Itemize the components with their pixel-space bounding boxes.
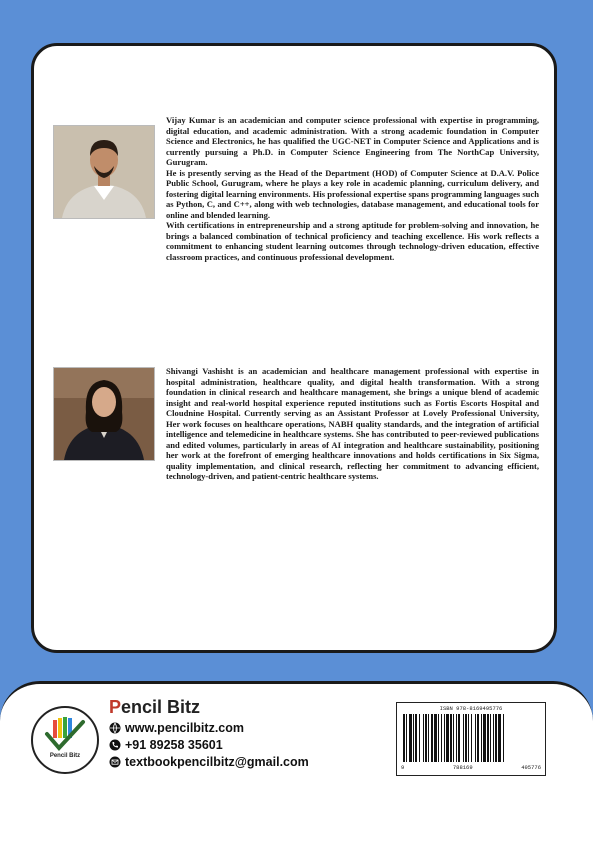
barcode-digit-group: 495776 [521, 764, 541, 771]
barcode-digit-group: 9 [401, 764, 405, 771]
barcode-bar [493, 714, 494, 762]
barcode-bar [490, 714, 491, 762]
globe-icon [109, 722, 121, 734]
barcode-bar [441, 714, 442, 762]
barcode-bar [477, 714, 479, 762]
portrait-man-icon [54, 126, 154, 218]
barcode-bar [475, 714, 476, 762]
barcode-digit-group: 788169 [452, 764, 473, 771]
bio-paragraph: With certifications in entrepreneurship and a strong aptitude for problem-solving and innovation, he brings a balanced combination of technical proficiency and teaching excellence. His work reflects a commitment to enhancing student learning outcomes through technology-driven education, effective classroom practices, and continuous professional development. [166, 220, 539, 262]
barcode-bar [434, 714, 437, 762]
barcode-bar [450, 714, 452, 762]
barcode-bar [431, 714, 433, 762]
barcode-bar [498, 714, 501, 762]
author-photo-shivangi [53, 367, 155, 461]
barcode-bar [415, 714, 417, 762]
barcode-bar [481, 714, 482, 762]
barcode-bar [453, 714, 454, 762]
barcode-bar [463, 714, 464, 762]
barcode-bar [413, 714, 414, 762]
barcode-bar [419, 714, 420, 762]
barcode-bars-icon [403, 714, 539, 762]
mail-icon [109, 756, 121, 768]
barcode-bar [468, 714, 469, 762]
publisher-logo [31, 706, 99, 774]
pencil-check-logo-icon [33, 712, 97, 756]
author-bio-vijay [166, 115, 539, 262]
barcode-bar [438, 714, 439, 762]
barcode-bar [446, 714, 449, 762]
phone-icon [109, 739, 121, 751]
publisher-footer [0, 681, 593, 841]
barcode-bar [428, 714, 429, 762]
isbn-label: ISBN 978-8169495776 [439, 705, 503, 712]
author-bio-shivangi [166, 366, 539, 482]
barcode-bar [503, 714, 504, 762]
publisher-name-rest: encil Bitz [121, 697, 201, 717]
barcode-bar [403, 714, 405, 762]
bio-paragraph: He is presently serving as the Head of the Department (HOD) of Computer Science at D.A.V. Police Public School, Gurugram, where he plays a key role in academic planning, curriculum delivery, and fostering digital learning environments. His professional expertise spans programming languages such as Python, C, and C++, along with web technologies, database management, and educational tools for online and blended learning. [166, 167, 539, 220]
bio-paragraph: Vijay Kumar is an academician and computer science professional with expertise in programming, digital education, and academic administration. With a strong academic foundation in Computer Science and Electronics, he has qualified the UGC-NET in Computer Science and Applications and is currently pursuing a Ph.D. in Computer Science Engineering from The NorthCap University, Gurugram. [166, 115, 539, 167]
publisher-email[interactable] [109, 755, 309, 769]
barcode-digits [401, 764, 541, 771]
logo-caption: Pencil Bitz [49, 753, 81, 759]
publisher-website[interactable] [109, 721, 244, 735]
barcode-bar [409, 714, 412, 762]
barcode-bar [425, 714, 427, 762]
barcode-bar [487, 714, 489, 762]
barcode-bar [444, 714, 445, 762]
barcode-bar [406, 714, 407, 762]
portrait-woman-icon [54, 368, 154, 460]
author-bio-card [31, 43, 557, 653]
barcode-bar [495, 714, 497, 762]
publisher-name [109, 697, 200, 718]
publisher-name-initial: P [109, 697, 122, 717]
barcode-bar [471, 714, 472, 762]
isbn-barcode [396, 702, 546, 776]
website-text[interactable]: www.pencilbitz.com [125, 721, 244, 735]
publisher-phone[interactable] [109, 738, 223, 752]
barcode-bar [465, 714, 467, 762]
barcode-bar [456, 714, 457, 762]
author-photo-vijay [53, 125, 155, 219]
email-text[interactable]: textbookpencilbitz@gmail.com [125, 755, 309, 769]
barcode-bar [458, 714, 460, 762]
barcode-bar [423, 714, 424, 762]
bio-paragraph: Shivangi Vashisht is an academician and healthcare management professional with expertise in hospital administration, healthcare quality, and digital health transformation. With a strong foundation in clinical research and healthcare management, she brings a unique blend of academic insight and real-world hospital experience reputed institutions such as Fortis Escorts Hospital and Cloudnine Hospital. Currently serving as an Assistant Professor at Lovely Professional University, Her work focuses on healthcare operations, NABH quality standards, and the integration of artificial intelligence and telemedicine in healthcare systems. She has contributed to peer-reviewed publications and edited volumes, particularly in areas of AI integration and healthcare sustainability, positioning her work at the forefront of emerging healthcare innovations and holds certifications in Six Sigma, quality implementation, and clinical research, reflecting her commitment to advancing efficient, technology-driven, and patient-centric healthcare systems. [166, 366, 539, 481]
barcode-bar [483, 714, 486, 762]
phone-text[interactable]: +91 89258 35601 [125, 738, 223, 752]
